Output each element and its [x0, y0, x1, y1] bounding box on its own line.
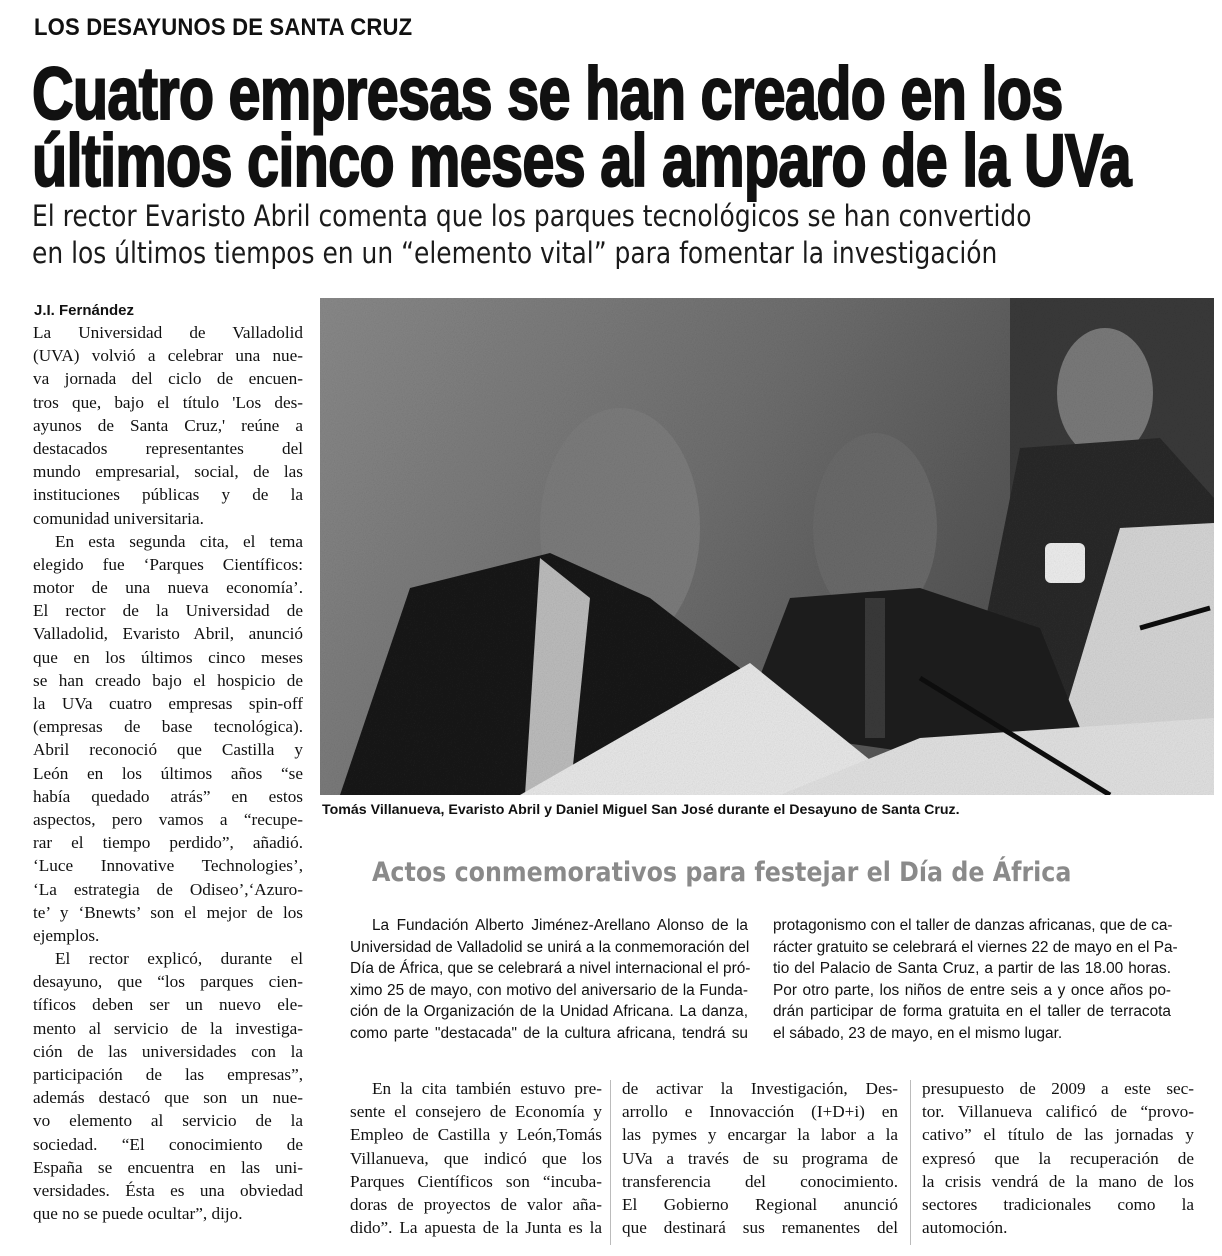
headline-line: Cuatro empresas se han creado en los: [32, 52, 1063, 135]
text-line: tio del Palacio de Santa Cruz, a partir de las 18.00 horas.: [773, 960, 1171, 977]
article-column-3: [622, 1077, 898, 1239]
text-line: Villanueva, que indicó que los: [350, 1148, 602, 1168]
text-line: sente el consejero de Economía y: [350, 1102, 602, 1122]
text-line: León en los últimos años “se: [33, 763, 303, 783]
subheadline-line: El rector Evaristo Abril comenta que los parques tecnológicos se han convertido: [32, 199, 1032, 233]
article-photo: [320, 298, 1214, 795]
text-line: la crisis vendrá de la mano de los: [922, 1171, 1194, 1191]
sidebar-title: Actos conmemorativos para festejar el Día de África: [372, 857, 1072, 888]
text-line: aspectos, pero vamos a “recupe-: [33, 809, 303, 829]
text-line: versidades. Ésta es una obviedad: [33, 1180, 303, 1200]
text-line: En esta segunda cita, el tema: [55, 531, 303, 551]
text-line: España se encuentra en las uni-: [33, 1157, 303, 1177]
text-line: vo elemento al servicio de la: [33, 1111, 303, 1131]
sidebar-column-2: [773, 915, 1178, 1044]
text-line: drán participar de forma gratuita en el taller de terracota: [773, 1003, 1171, 1020]
text-line: tor. Villanueva calificó de “provo-: [922, 1102, 1194, 1122]
text-line: sociedad. “El conocimiento de: [33, 1134, 303, 1154]
text-line: (UVA) volvió a celebrar una nue-: [33, 346, 303, 366]
article-column-4: [922, 1077, 1194, 1239]
text-line: automoción.: [922, 1218, 1008, 1238]
text-line: Empleo de Castilla y León,Tomás: [350, 1125, 602, 1145]
text-line: te’ y ‘Bnewts’ son el mejor de los: [33, 902, 303, 922]
text-line: (empresas de base tecnológica).: [33, 717, 303, 737]
text-line: En la cita también estuvo pre-: [372, 1079, 602, 1098]
text-line: motor de una nueva economía’.: [33, 578, 303, 598]
subheadline-line: en los últimos tiempos en un “elemento vital” para fomentar la investigación: [32, 236, 998, 270]
text-line: ejemplos.: [33, 925, 100, 945]
text-line: tíficos deben ser un nuevo ele-: [33, 995, 303, 1015]
text-line: que no se puede ocultar”, dijo.: [33, 1204, 243, 1224]
text-line: destacados representantes del: [33, 438, 303, 458]
text-line: La Fundación Alberto Jiménez-Arellano Alonso de la: [372, 917, 748, 934]
text-line: Día de África, que se celebrará a nivel internacional el pró-: [350, 960, 751, 977]
text-line: rácter gratuito se celebrará el viernes 22 de mayo en el Pa-: [773, 938, 1178, 956]
text-line: Universidad de Valladolid se unirá a la conmemoración del: [350, 938, 750, 956]
subheadline: [32, 198, 1031, 272]
text-line: ción de las universidades con la: [33, 1041, 303, 1061]
column-divider: [910, 1080, 911, 1245]
photo-image: [320, 298, 1214, 795]
text-line: ayunos de Santa Cruz,' reúne a: [33, 415, 303, 435]
text-line: Abril reconoció que Castilla y: [33, 740, 303, 760]
text-line: dido”. La apuesta de la Junta es la: [350, 1218, 602, 1238]
text-line: participación de las empresas”,: [33, 1065, 303, 1084]
text-line: la UVa cuatro empresas spin-off: [33, 694, 303, 713]
section-label: LOS DESAYUNOS DE SANTA CRUZ: [34, 14, 413, 41]
text-line: rar el tiempo perdido”, añadió.: [33, 833, 303, 853]
text-line: ción de la Organización de la Unidad Africana. La danza,: [350, 1003, 748, 1020]
text-line: las pymes y encargar la labor a la: [622, 1125, 898, 1145]
text-line: como parte "destacada" de la cultura africana, tendrá su: [350, 1024, 748, 1042]
text-line: UVa a través de su programa de: [622, 1148, 898, 1168]
text-line: El Gobierno Regional anunció: [622, 1194, 898, 1214]
text-line: instituciones públicas y de la: [33, 485, 303, 505]
text-line: que destinará sus remanentes del: [622, 1218, 898, 1238]
text-line: tros que, bajo el título 'Los des-: [33, 392, 303, 412]
text-line: se han creado bajo el hospicio de: [33, 670, 303, 690]
headline-line: últimos cinco meses al amparo de la UVa: [32, 119, 1131, 202]
text-line: ‘Luce Innovative Technologies’,: [33, 856, 303, 876]
text-line: protagonismo con el taller de danzas africanas, que de ca-: [773, 917, 1173, 934]
text-line: arrollo e Innovacción (I+D+i) en: [622, 1102, 898, 1122]
article-column-1: [33, 321, 303, 1225]
text-line: comunidad universitaria.: [33, 508, 204, 528]
text-line: además destacó que son un nue-: [33, 1088, 303, 1108]
photo-caption: Tomás Villanueva, Evaristo Abril y Daniel Miguel San José durante el Desayuno de Santa Cruz.: [322, 802, 960, 818]
text-line: va jornada del ciclo de encuen-: [33, 369, 303, 389]
text-line: ximo 25 de mayo, con motivo del aniversario de la Funda-: [350, 981, 748, 999]
text-line: de activar la Investigación, Des-: [622, 1079, 898, 1098]
text-line: presupuesto de 2009 a este sec-: [922, 1079, 1194, 1098]
text-line: cativo” el título de las jornadas y: [922, 1125, 1194, 1145]
text-line: ‘La estrategia de Odiseo’,‘Azuro-: [33, 879, 303, 899]
text-line: transferencia del conocimiento.: [622, 1171, 898, 1191]
text-line: La Universidad de Valladolid: [33, 323, 303, 342]
text-line: El rector explicó, durante el: [55, 949, 303, 969]
text-line: mento al servicio de la investiga-: [33, 1018, 303, 1038]
text-line: sectores tradicionales como la: [922, 1194, 1194, 1214]
text-line: mundo empresarial, social, de las: [33, 462, 303, 482]
text-line: que en los últimos cinco meses: [33, 647, 303, 667]
text-line: El rector de la Universidad de: [33, 601, 303, 621]
text-line: desayuno, que “los parques cien-: [33, 972, 303, 992]
column-divider: [610, 1080, 611, 1245]
text-line: Por otro parte, los niños de entre seis a y once años po-: [773, 981, 1171, 999]
text-line: doras de proyectos de valor aña-: [350, 1194, 602, 1214]
text-line: el sábado, 23 de mayo, en el mismo lugar.: [773, 1024, 1063, 1042]
byline: J.I. Fernández: [34, 302, 135, 319]
article-column-2: [350, 1077, 602, 1239]
text-line: Parques Científicos son “incuba-: [350, 1171, 602, 1191]
sidebar-column-1: [350, 915, 751, 1044]
text-line: Valladolid, Evaristo Abril, anunció: [33, 624, 303, 644]
text-line: expresó que la recuperación de: [922, 1148, 1194, 1168]
text-line: había quedado atrás” en estos: [33, 786, 303, 806]
text-line: elegido fue ‘Parques Científicos:: [33, 554, 303, 574]
headline: [32, 52, 1131, 202]
